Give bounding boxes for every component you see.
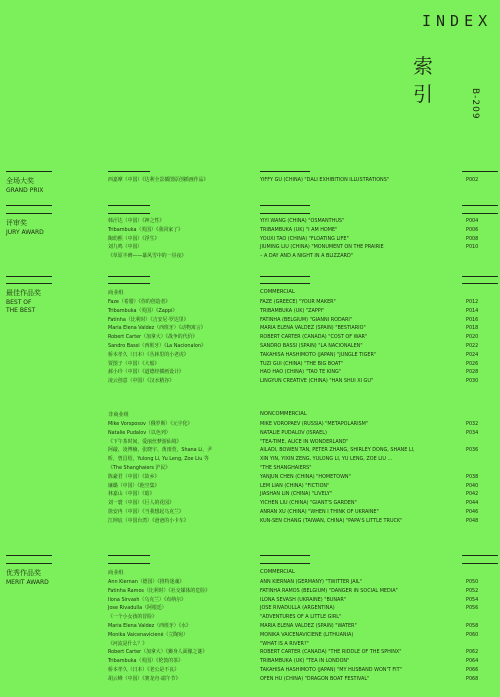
entry-title-cn: Robert Carter（加拿大）《战争的代价》 <box>108 334 198 341</box>
index-entry <box>0 455 500 464</box>
entry-title-cn: Monika Vaicenavicienė（立陶宛） <box>108 631 188 638</box>
index-title: INDEX <box>422 12 493 30</box>
entry-title-en: YIYI WANG (CHINA) "OSMANTHUS" <box>260 218 345 224</box>
entry-title-cn: Robert Carter（加拿大）《狮身人面像之谜》 <box>108 649 208 656</box>
entry-title-en: AILADI, BOWEN TAN, PETER ZHANG, SHIRLEY DONG, SHANE LI, <box>260 447 415 454</box>
section-top-rule <box>260 283 310 284</box>
section-top-rule <box>462 563 498 564</box>
section-bottom-rule <box>6 276 52 277</box>
entry-title-cn: Tribambuka（英国）《Zappi》 <box>108 307 178 314</box>
entry-title-cn: Ann Kiernan（德国）《推特迷魂》 <box>108 579 185 585</box>
entry-page: P028 <box>466 369 479 376</box>
section-bottom-rule <box>462 276 498 277</box>
entry-page: P014 <box>466 307 479 314</box>
entry-title-cn: 昕，曾昌绍，Yulong Li, Yu Leng, Zoe Liu 等 <box>108 456 209 463</box>
entry-title-en: LINGYUN CREATIVE (CHINA) "HAN SHUI XI GU" <box>260 378 374 385</box>
index-entry <box>0 333 500 342</box>
index-entry <box>0 666 500 675</box>
entry-title-cn: 韩汗达（中国）《神之性》 <box>108 218 165 224</box>
entry-title-cn: 《下午茶时间，爱丽丝梦游仙境》 <box>108 438 182 445</box>
entry-title-en: FATINHA RAMOS (BELGIUM) "DANGER IN SOCIAL MEDIA" <box>260 587 398 594</box>
entry-page: P024 <box>466 351 479 358</box>
entry-page: P016 <box>466 316 479 323</box>
index-entry <box>0 508 500 517</box>
entry-page: P056 <box>466 605 479 612</box>
entry-title-en: SANDRO BASSI (SPAIN) "LA NACIONALEN" <box>260 343 363 349</box>
group-label-en: COMMERCIAL <box>260 569 295 575</box>
entry-title-en: TUZI GUI (CHINA) "THE BIG BOAT" <box>260 360 344 367</box>
index-entry <box>0 587 500 596</box>
entry-title-cn: Tribambuka（英国）《我回家了》 <box>108 226 183 233</box>
group-label-cn: 商业组 <box>108 570 124 576</box>
entry-page: P040 <box>466 482 479 489</box>
index-entry <box>0 316 500 325</box>
entry-title-cn: Maria Elena Valdez（西班牙）《动物寓言》 <box>108 325 206 332</box>
entry-title-cn: 陶幼熙（中国）《浮生》 <box>108 235 160 242</box>
entry-page: P068 <box>466 675 479 682</box>
entry-title-en: "TEA-TIME, ALICE IN WONDERLAND" <box>260 438 349 445</box>
index-entry <box>0 613 500 622</box>
entry-page: P054 <box>466 596 479 603</box>
index-entry <box>0 420 500 429</box>
section-bottom-rule <box>462 555 498 556</box>
entry-title-cn: Faze（希腊）《你的创造者》 <box>108 299 171 305</box>
entry-title-cn: 阿敲、凌博楠、张晓宇、黄雨萱，Shana Li，尹 <box>108 447 213 454</box>
entry-title-en: ROBERT CARTER (CANADA) "COST OF WAR" <box>260 334 368 341</box>
entry-page: P034 <box>466 429 479 436</box>
entry-title-cn: Jose Rivadulla（阿根廷） <box>108 605 167 612</box>
index-entry <box>0 252 500 261</box>
index-entry <box>0 622 500 631</box>
group-label-cn: 非商业组 <box>108 412 129 418</box>
entry-title-en: KUN-SEN CHANG (TAIWAN, CHINA) "PAPA'S LITTLE TRUCK" <box>260 517 403 524</box>
index-entry <box>0 438 500 447</box>
section-bottom-rule <box>462 205 498 206</box>
index-entry <box>0 235 500 244</box>
section-top-rule <box>108 283 150 284</box>
entry-title-cn: 桥本孝久（日本）《丛林里的小老虎》 <box>108 351 189 358</box>
entry-title-en: MARIA ELENA VALDEZ (SPAIN) "BESTIARIO" <box>260 325 366 332</box>
entry-title-en: JIASHAN LIN (CHINA) "LIVELY" <box>260 491 333 498</box>
index-entry <box>0 377 500 386</box>
entry-title-en: NATALIE PUDALOV (ISRAEL) <box>260 429 327 436</box>
section-top-rule <box>260 213 310 214</box>
section-title-en: JURY AWARD <box>6 229 44 236</box>
index-entry <box>0 596 500 605</box>
entry-title-en: – A DAY AND A NIGHT IN A BLIZZARD" <box>260 253 353 260</box>
entry-title-cn: Maria Elena Valdez（西班牙）《水》 <box>108 623 191 629</box>
entry-title-cn: 徐安冉（中国）《当我想起乌克兰》 <box>108 509 184 515</box>
entry-page: P006 <box>466 226 479 233</box>
section-title-cn: 评审奖 <box>6 219 27 227</box>
index-entry <box>0 675 500 684</box>
entry-title-cn: Tribambuka（英国）《伦敦的茶》 <box>108 658 183 665</box>
index-entry <box>0 578 500 587</box>
index-entry <box>0 307 500 316</box>
section-top-rule <box>462 171 498 172</box>
entry-page: P004 <box>466 218 479 224</box>
index-entry <box>0 604 500 613</box>
section-bottom-rule <box>6 555 52 556</box>
index-entry <box>0 499 500 508</box>
entry-title-cn: 江坤宸（中国台湾）《爸爸的小卡车》 <box>108 517 189 524</box>
index-entry <box>0 482 500 491</box>
section-top-rule <box>6 213 52 214</box>
section-top-rule <box>462 283 498 284</box>
entry-page: P012 <box>466 299 479 305</box>
entry-title-cn: Mike Vorsposov（俄罗斯）《元宇化》 <box>108 421 193 427</box>
section-bottom-rule <box>6 205 52 206</box>
index-entry <box>0 243 500 252</box>
entry-title-en: ANRAN XU (CHINA) "WHEN I THINK OF UKRAINE" <box>260 509 379 515</box>
entry-title-cn: 陈豪君（中国）《故乡》 <box>108 473 160 480</box>
entry-page: P020 <box>466 334 479 341</box>
section-bottom-rule <box>108 205 150 206</box>
entry-title-cn: 郝小玲（中国）《道德经插画设计》 <box>108 369 184 376</box>
entry-page: P058 <box>466 623 479 629</box>
index-entry <box>0 631 500 640</box>
entry-title-cn: 林嘉山（中国）《暗》 <box>108 491 155 498</box>
index-entry <box>0 324 500 333</box>
entry-title-en: TAKAHISA HASHIMOTO (JAPAN) "JUNGLE TIGER" <box>260 351 377 358</box>
section-top-rule <box>108 213 150 214</box>
index-entry <box>0 446 500 455</box>
entry-page: P002 <box>466 177 479 183</box>
section-top-rule <box>108 171 150 172</box>
section-bottom-rule <box>260 555 310 556</box>
section-top-rule <box>260 171 310 172</box>
index-entry <box>0 648 500 657</box>
section-top-rule <box>6 563 52 564</box>
entry-page: P018 <box>466 325 479 332</box>
entry-title-en: OFEN HU (CHINA) "DRAGON BOAT FESTIVAL" <box>260 675 370 682</box>
entry-title-en: LEM LIAN (CHINA) "FICTION" <box>260 482 330 489</box>
section-title-en: BEST OF <box>6 299 32 306</box>
entry-title-en: TAKAHISA HASHIMOTO (JAPAN) "MY HUSBAND WON'T FIT" <box>260 667 402 673</box>
entry-title-en: JOSE RIVADULLA (ARGENTINA) <box>260 605 335 612</box>
entry-title-en: "ADVENTURES OF A LITTLE GIRL" <box>260 614 342 621</box>
entry-page: P030 <box>466 378 479 385</box>
entry-title-cn: Fatinha Ramos（比利时）《社交媒体的危险》 <box>108 587 210 594</box>
entry-title-en: TRIBAMBUKA (UK) "ZAPPI" <box>260 307 325 314</box>
index-entry <box>0 226 500 235</box>
entry-page: P062 <box>466 649 479 656</box>
index-entry <box>0 473 500 482</box>
entry-title-en: YANJUN CHEN (CHINA) "HOMETOWN" <box>260 473 351 480</box>
entry-page: P022 <box>466 343 479 349</box>
index-entry <box>0 217 500 226</box>
index-entry <box>0 368 500 377</box>
entry-title-en: YIFFY GU (CHINA) "DALI EXHIBITION ILLUSTRATIONS" <box>260 177 390 183</box>
entry-page: P038 <box>466 473 479 480</box>
entry-title-cn: Sandro Bassi（西班牙）《La Nacionalon》 <box>108 343 206 349</box>
entry-title-en: TRIBAMBUKA (UK) "I AM HOME" <box>260 226 338 233</box>
index-entry <box>0 176 500 185</box>
entry-title-cn: 《The Shanghaiers 沪民》 <box>108 465 171 471</box>
entry-title-en: "WHAT IS A RIVER?" <box>260 640 309 647</box>
entry-title-cn: 刘九鸣（中国） <box>108 244 143 251</box>
section-title-en: GRAND PRIX <box>6 187 44 194</box>
entry-page: P032 <box>466 421 479 427</box>
entry-title-en: YOUXI TAO (CHINA) "FLOATING LIFE" <box>260 235 349 242</box>
entry-title-en: MONIKA VAICENAVICIENE (LITHUANIA) <box>260 631 354 638</box>
entry-title-cn: 廉璐（中国）《他空集》 <box>108 482 160 489</box>
entry-title-cn: Fatinha（比利时）《吉安尼·罗达里》 <box>108 316 189 323</box>
entry-page: P042 <box>466 491 479 498</box>
index-entry <box>0 640 500 649</box>
index-entry <box>0 298 500 307</box>
entry-title-en: XIN YIN, YIXIN ZENG, YULONG LI, YU LENG, ZOE LIU ... <box>260 456 393 463</box>
entry-page: P048 <box>466 517 479 524</box>
section-title-en-line2: THE BEST <box>6 307 36 314</box>
index-entry <box>0 657 500 666</box>
entry-title-cn: 《河流是什么？》 <box>108 640 148 647</box>
section-top-rule <box>260 563 310 564</box>
index-entry <box>0 360 500 369</box>
entry-title-cn: 凌云创意（中国）《汉水精谷》 <box>108 378 175 385</box>
entry-title-cn: 西嘉摩（中国）《达利全景插图原创插画作品》 <box>108 177 209 183</box>
entry-title-en: FATINHA (BELGIUM) "GIANNI RODARI" <box>260 316 353 323</box>
entry-title-en: YICHEN LIU (CHINA) "GIANT'S GARDEN" <box>260 500 357 507</box>
entry-page: P036 <box>466 447 479 454</box>
entry-page: P060 <box>466 631 479 638</box>
entry-page: P064 <box>466 658 479 665</box>
section-top-rule <box>6 283 52 284</box>
section-title-cn: 优秀作品奖 <box>6 569 41 577</box>
section-top-rule <box>462 213 498 214</box>
entry-title-en: ROBERT CARTER (CANADA) "THE RIDDLE OF THE SPHINX" <box>260 649 402 656</box>
entry-title-en: HAO HAO (CHINA) "TAO TE KING" <box>260 369 342 376</box>
section-bottom-rule <box>260 205 310 206</box>
index-title-cn <box>412 52 434 108</box>
entry-page: P026 <box>466 360 479 367</box>
entry-page: P044 <box>466 500 479 507</box>
section-top-rule <box>108 563 150 564</box>
section-top-rule <box>6 171 52 172</box>
entry-title-en: JIUMING LIU (CHINA) "MONUMENT ON THE PRAIRIE <box>260 244 384 251</box>
group-label-cn: 商业组 <box>108 290 124 296</box>
entry-title-en: TRIBAMBUKA (UK) "TEA IN LONDON" <box>260 658 350 665</box>
entry-page: P066 <box>466 667 479 673</box>
entry-page: P008 <box>466 235 479 242</box>
index-title-cn-1: 索 <box>413 54 433 78</box>
entry-title-en: MIKE VOROPAEV (RUSSIA) "METAPOLARISM" <box>260 421 369 427</box>
entry-title-cn: Natalie Pudalov（以色列） <box>108 429 171 436</box>
entry-title-cn: 胡云峰（中国）《赛龙舟·端午节》 <box>108 675 181 682</box>
index-title-cn-2: 引 <box>413 82 433 106</box>
entry-title-en: ILONA SEVASH (UKRAINE) "BUNAR" <box>260 596 347 603</box>
section-bottom-rule <box>108 276 150 277</box>
section-title-cn: 最佳作品奖 <box>6 289 41 297</box>
entry-title-cn: 刘一寰（中国）《巨人的花园》 <box>108 500 175 507</box>
index-entry <box>0 490 500 499</box>
entry-page: P052 <box>466 587 479 594</box>
page-code: B-209 <box>470 88 480 120</box>
section-title-cn: 全场大奖 <box>6 177 34 185</box>
entry-title-en: FAZE (GREECE) "YOUR MAKER" <box>260 299 336 305</box>
group-label-en: COMMERCIAL <box>260 289 295 295</box>
entry-page: P050 <box>466 579 479 585</box>
entry-title-en: MARIA ELENA VALDEZ (SPAIN) "WATER" <box>260 623 357 629</box>
group-label-en: NONCOMMERCIAL <box>260 411 307 417</box>
entry-title-cn: 贾图子（中国）《大船》 <box>108 360 160 367</box>
entry-page: P010 <box>466 244 479 251</box>
index-entry <box>0 517 500 526</box>
section-bottom-rule <box>108 555 150 556</box>
index-entry <box>0 464 500 473</box>
section-bottom-rule <box>260 276 310 277</box>
entry-title-cn: Ilona Sirvash（乌克兰）《布纳尔》 <box>108 596 186 603</box>
entry-page: P046 <box>466 509 479 515</box>
index-entry <box>0 342 500 351</box>
index-entry <box>0 351 500 360</box>
section-title-en: MERIT AWARD <box>6 579 49 586</box>
entry-title-cn: 《草原丰碑——暴风雪中的一昼夜》 <box>108 253 187 260</box>
entry-title-cn: 桥本孝久（日本）《老公是不良》 <box>108 667 179 673</box>
entry-title-en: ANN KIERNAN (GERMANY) "TWITTER JAIL" <box>260 579 362 585</box>
entry-title-en: "THE SHANGHAIERS" <box>260 465 312 471</box>
index-entry <box>0 429 500 438</box>
entry-title-cn: 《一个小女孩的冒险》 <box>108 614 157 621</box>
